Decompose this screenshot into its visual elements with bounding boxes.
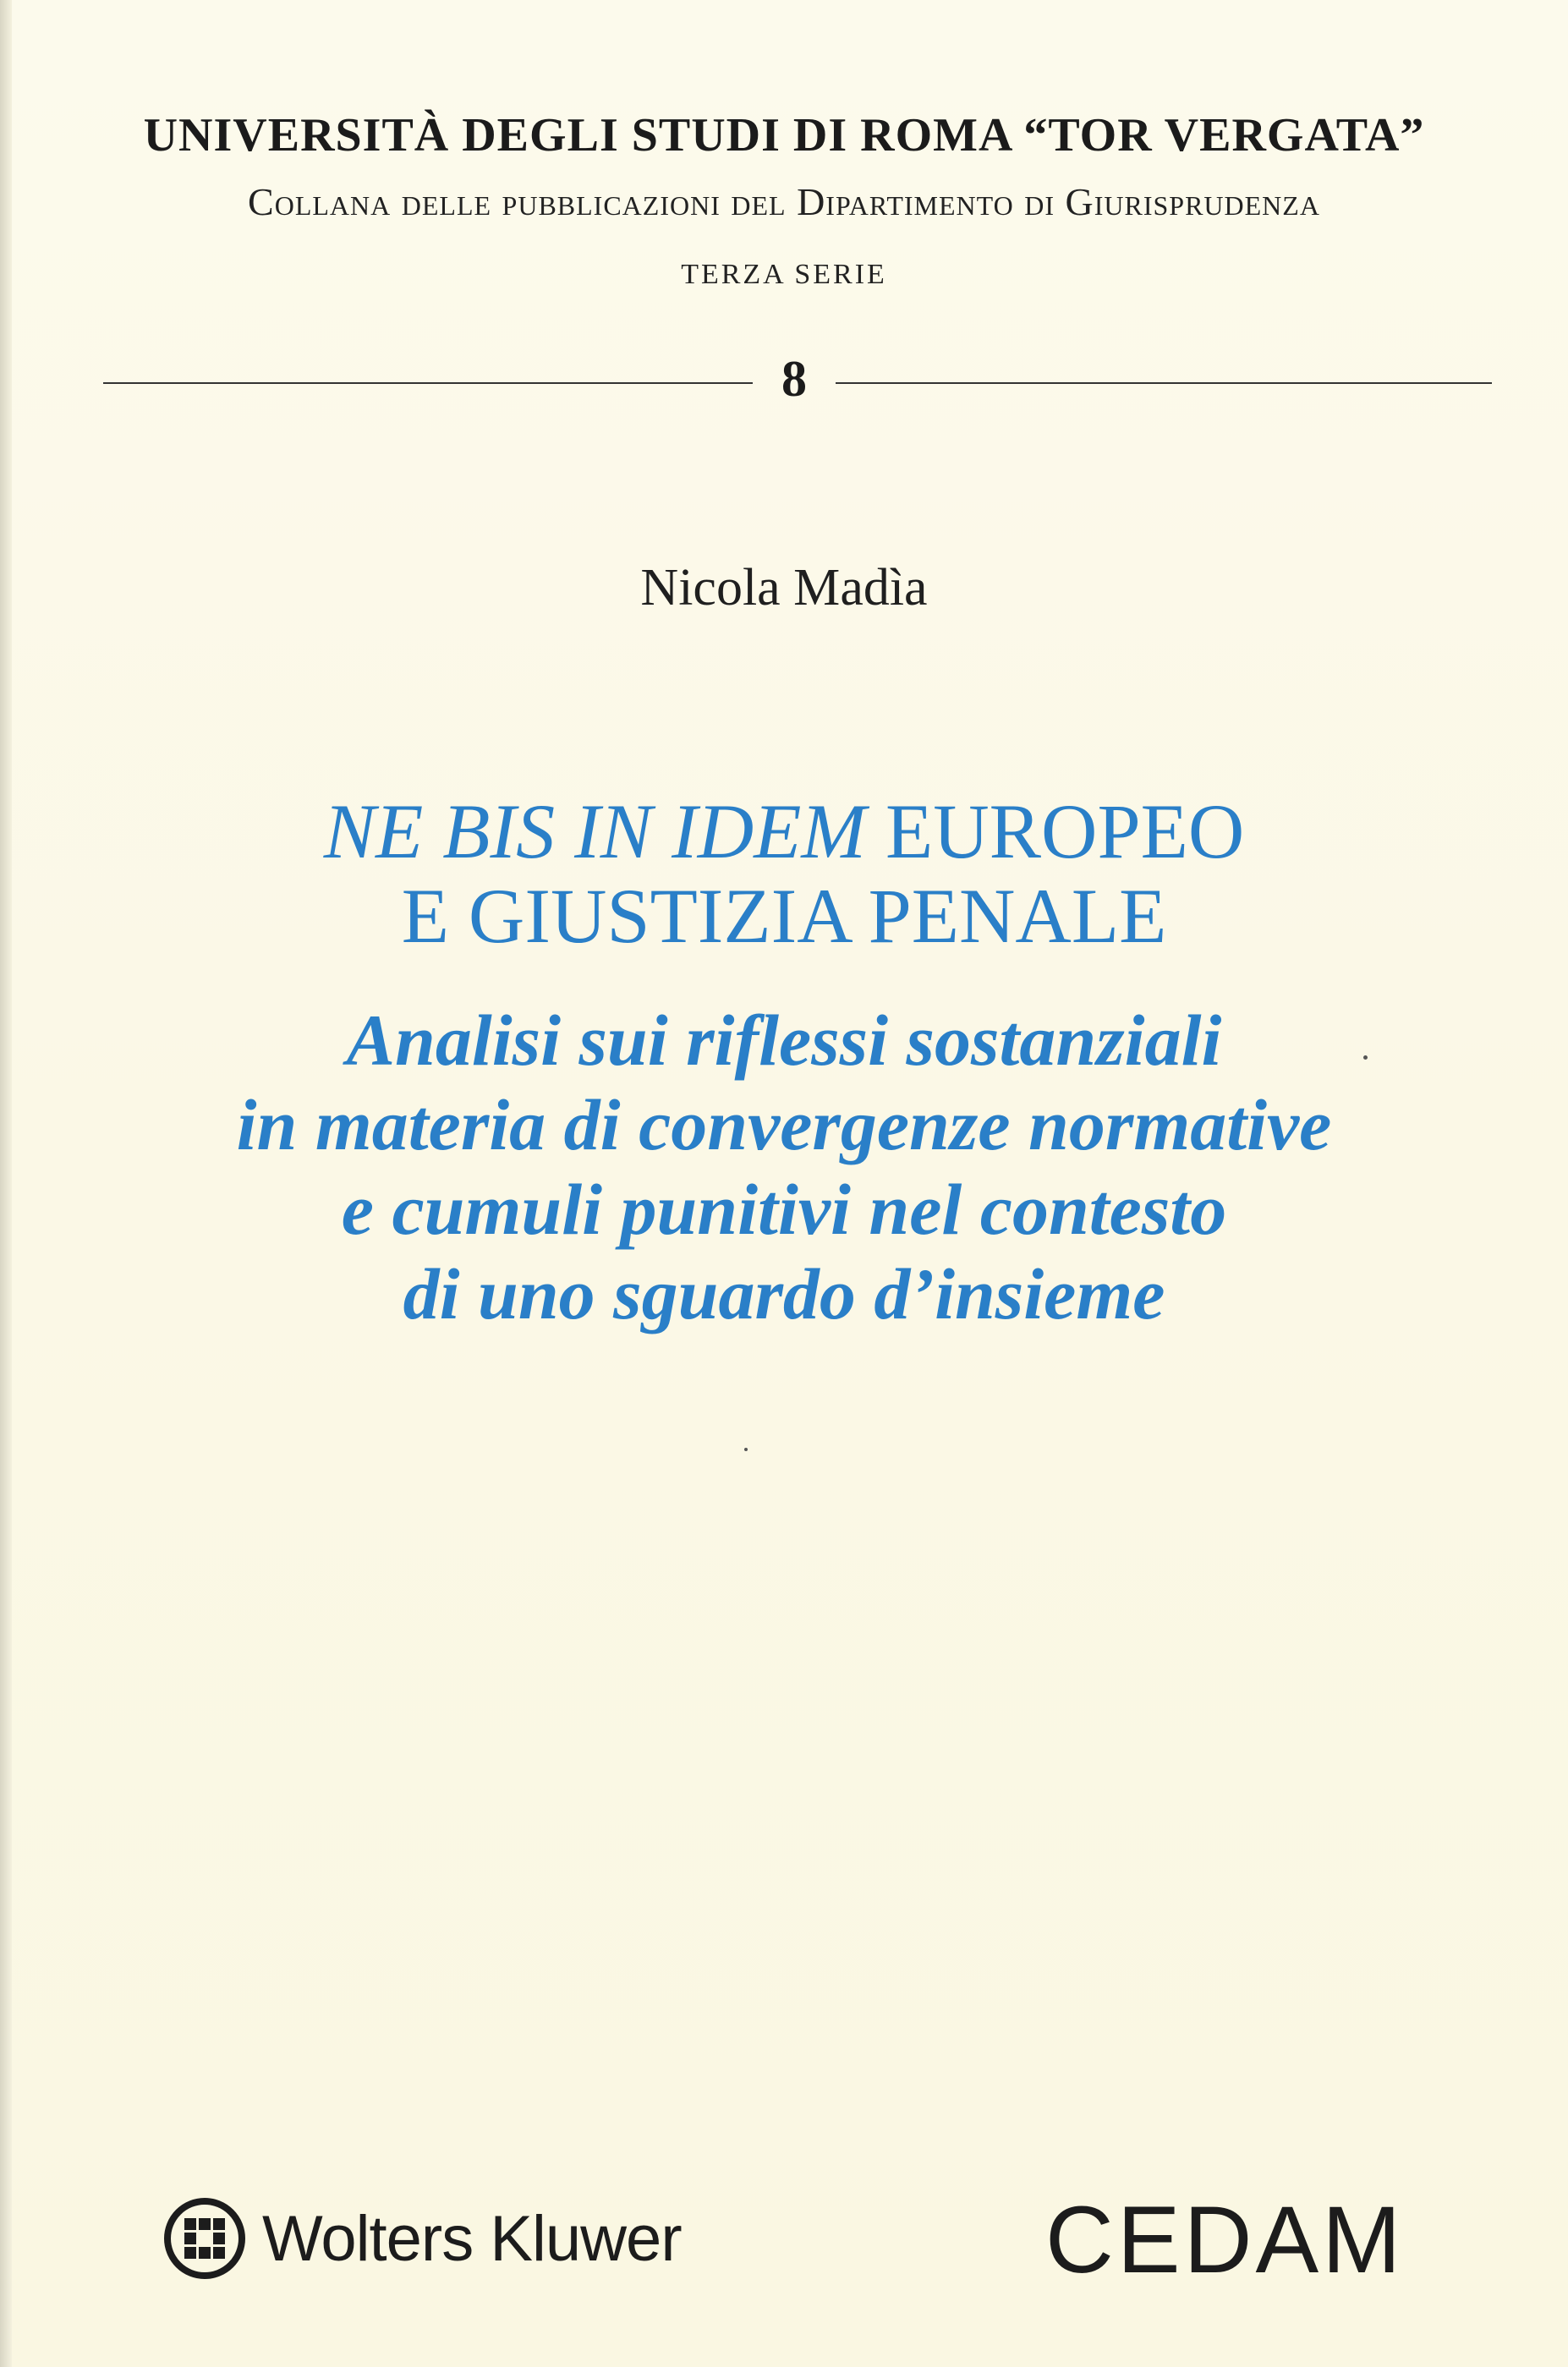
- series-collection-name: Collana delle pubblicazioni del Dipartimento di Giurisprudenza: [248, 180, 1320, 223]
- subtitle-line-3: e cumuli punitivi nel contesto: [341, 1169, 1227, 1250]
- wolters-kluwer-logo-icon: [162, 2196, 247, 2281]
- title-rest: EUROPEO: [866, 788, 1245, 874]
- divider-right: [836, 382, 1492, 384]
- subtitle-line-1: Analisi sui riflessi sostanziali: [346, 1000, 1222, 1081]
- subtitle-line-2: in materia di convergenze normative: [236, 1084, 1332, 1165]
- university-name: UNIVERSITÀ DEGLI STUDI DI ROMA “TOR VERGATA”: [143, 109, 1425, 162]
- publisher-left-name: Wolters Kluwer: [262, 2202, 682, 2275]
- print-speck: [1363, 1055, 1368, 1060]
- series-number: 8: [781, 351, 807, 407]
- subtitle-line-4: di uno sguardo d’insieme: [403, 1253, 1165, 1334]
- publisher-wolters-kluwer: [162, 2192, 682, 2285]
- divider-left: [103, 382, 753, 384]
- book-title-line-2: E GIUSTIZIA PENALE: [401, 873, 1167, 959]
- publisher-right-name: CEDAM: [1045, 2187, 1405, 2293]
- author-name: Nicola Madìa: [640, 559, 928, 616]
- book-title-line-1: [0, 786, 1568, 876]
- title-italic-phrase: NE BIS IN IDEM: [323, 788, 867, 874]
- series-label: TERZA SERIE: [681, 259, 887, 290]
- print-speck: [744, 1448, 748, 1451]
